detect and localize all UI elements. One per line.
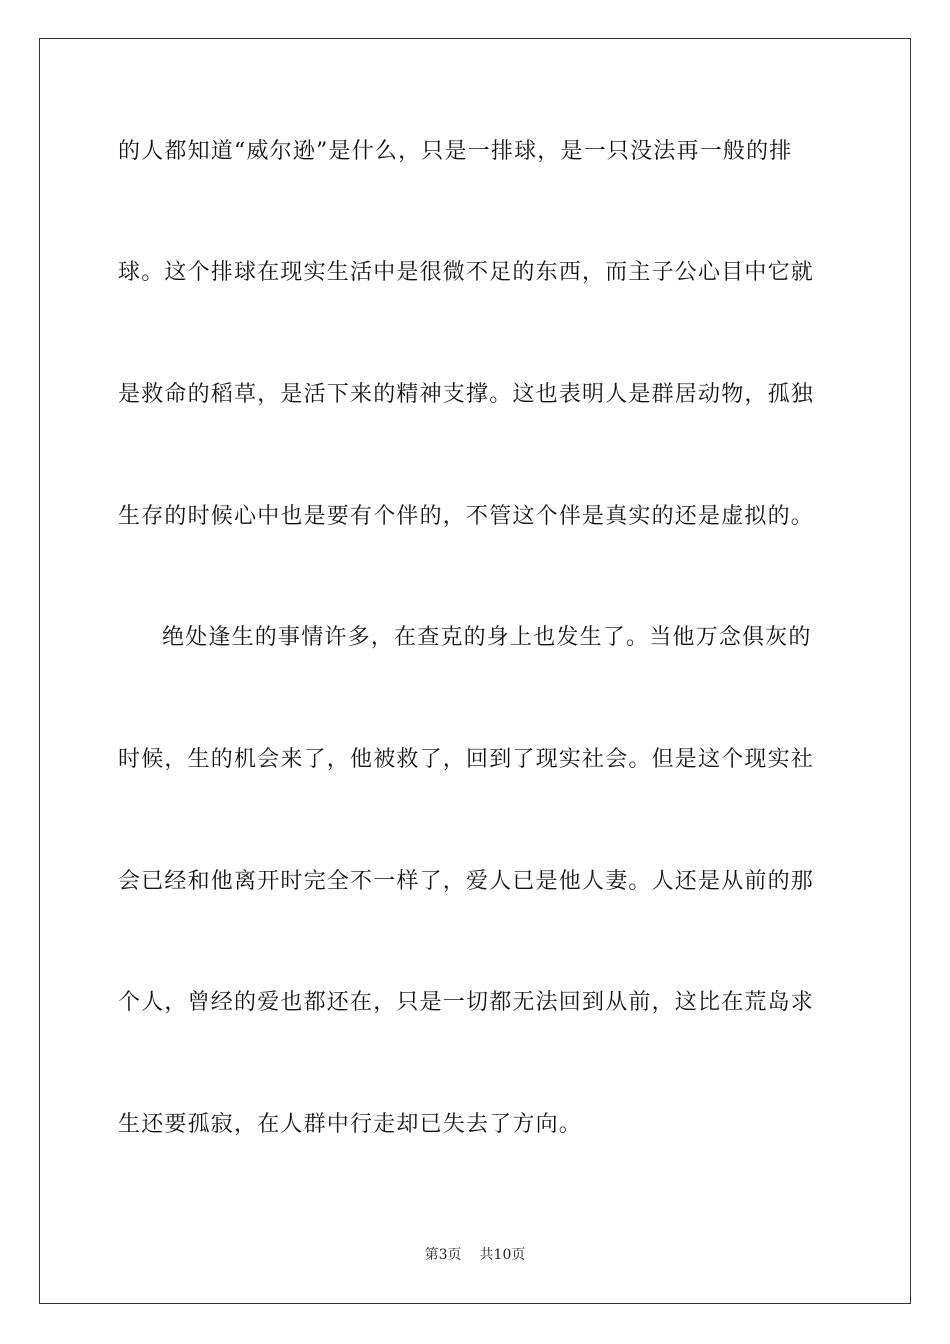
text-line-4: 生存的时候心中也是要有个伴的，不管这个伴是真实的还是虚拟的。: [118, 504, 815, 529]
page-total: 共10页: [479, 1247, 526, 1263]
text-line-8: 个人，曾经的爱也都还在，只是一切都无法回到从前，这比在荒岛求: [118, 990, 815, 1015]
text-line-5: 绝处逢生的事情许多，在查克的身上也发生了。当他万念俱灰的: [162, 625, 812, 650]
page-footer: [0, 1246, 950, 1264]
text-line-2: 球。这个排球在现实生活中是很微不足的东西，而主子公心目中它就: [118, 260, 815, 285]
text-line-7: 会已经和他离开时完全不一样了，爱人已是他人妻。人还是从前的那: [118, 869, 815, 894]
text-line-9: 生还要孤寂，在人群中行走却已失去了方向。: [118, 1112, 583, 1137]
text-line-1: 的人都知道“威尔逊”是什么，只是一排球，是一只没法再一般的排: [118, 139, 793, 164]
page-number: 第3页: [424, 1247, 462, 1263]
text-line-6: 时候，生的机会来了，他被救了，回到了现实社会。但是这个现实社: [118, 747, 815, 772]
text-line-3: 是救命的稻草，是活下来的精神支撑。这也表明人是群居动物，孤独: [118, 382, 815, 407]
